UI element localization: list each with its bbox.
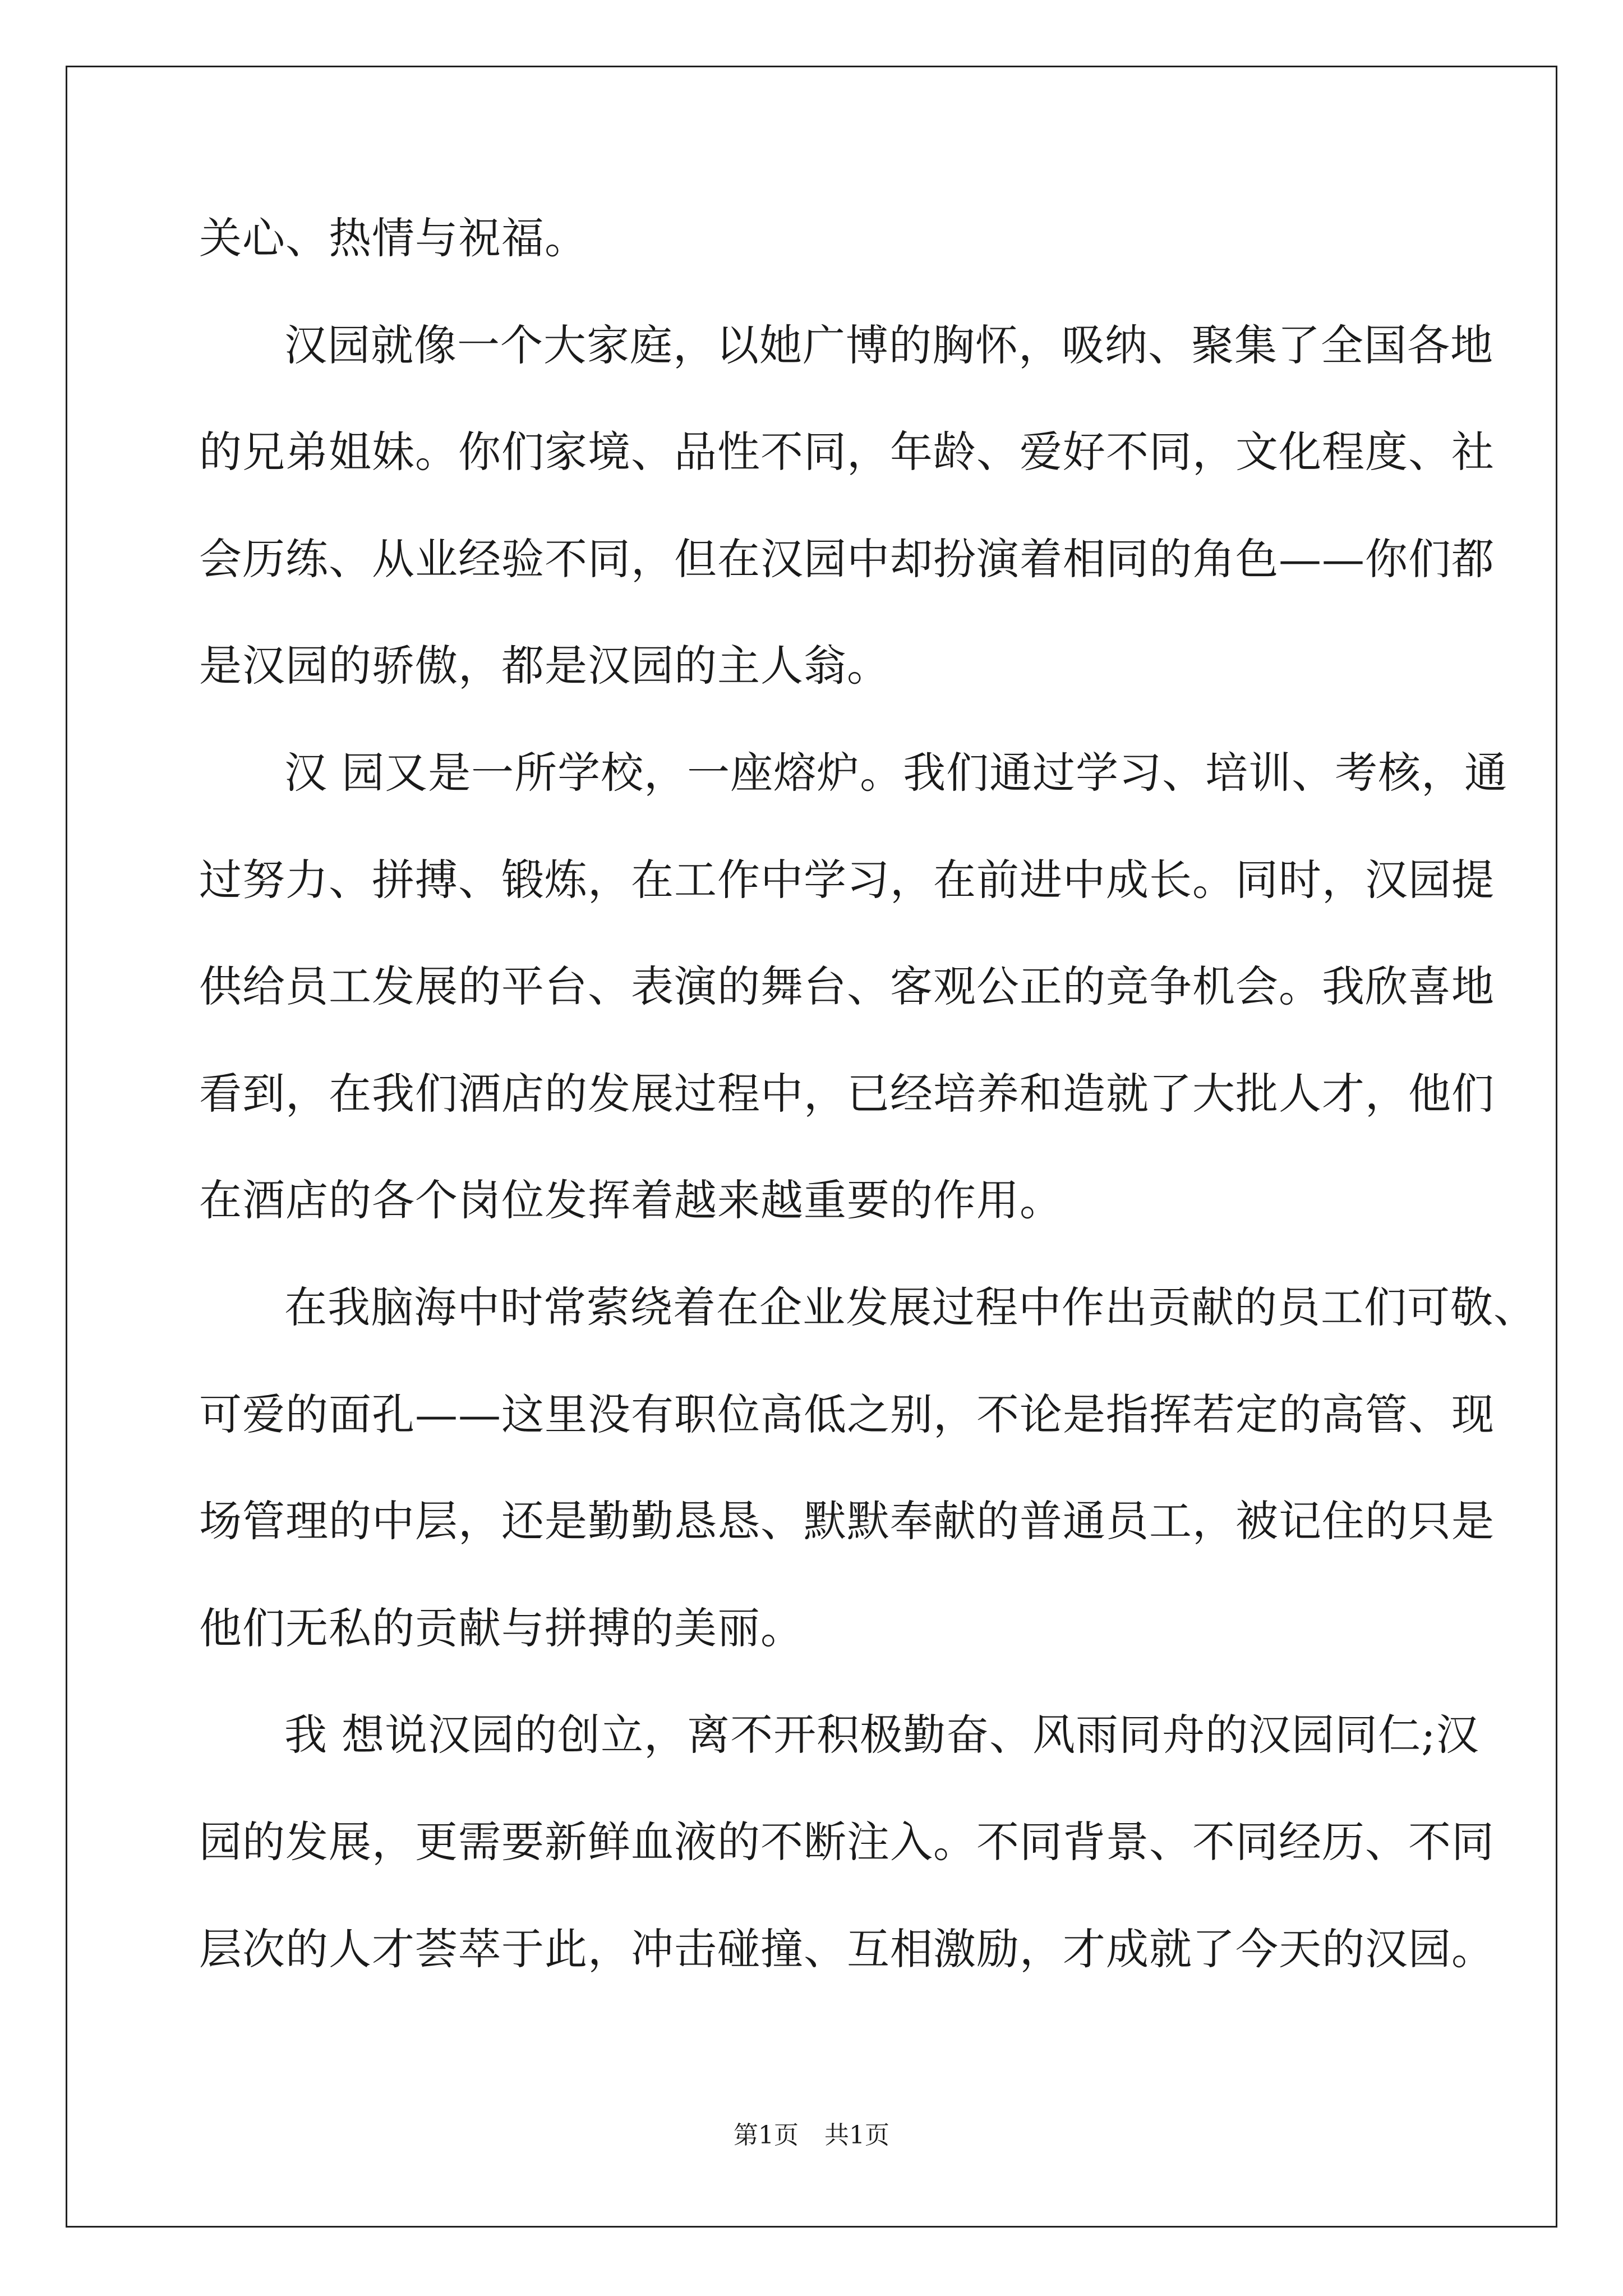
text-line: 供给员工发展的平台、表演的舞台、客观公正的竞争机会。我欣喜地: [199, 961, 1495, 1012]
text-line: 可爱的面孔——这里没有职位高低之别，不论是指挥若定的高管、现: [199, 1389, 1495, 1439]
text-line: 是汉园的骄傲，都是汉园的主人翁。: [199, 641, 890, 691]
text-line: 场管理的中层，还是勤勤恳恳、默默奉献的普通员工，被记住的只是: [199, 1496, 1495, 1547]
page-number: 第1页: [734, 2121, 799, 2150]
text-line: 的兄弟姐妹。你们家境、品性不同，年龄、爱好不同，文化程度、社: [199, 427, 1495, 477]
text-line: 层次的人才荟萃于此，冲击碰撞、互相激励，才成就了今天的汉园。: [199, 1924, 1495, 1974]
page-footer: [0, 2115, 1623, 2151]
text-line: 会历练、从业经验不同，但在汉园中却扮演着相同的角色——你们都: [199, 533, 1495, 584]
text-line: 园的发展，更需要新鲜血液的不断注入。不同背景、不同经历、不同: [199, 1816, 1495, 1867]
text-line: 在我脑海中时常萦绕着在企业发展过程中作出贡献的员工们可敬、: [284, 1282, 1537, 1332]
document-body: [199, 185, 1537, 2003]
text-line: 看到，在我们酒店的发展过程中，已经培养和造就了大批人才，他们: [199, 1068, 1495, 1119]
text-line: 汉 园又是一所学校，一座熔炉。我们通过学习、培训、考核，通: [284, 747, 1508, 798]
text-line: 他们无私的贡献与拼搏的美丽。: [199, 1603, 804, 1653]
page-total: 共1页: [824, 2121, 889, 2150]
text-line: 关心、热情与祝福。: [199, 213, 588, 263]
text-line: 过努力、拼搏、锻炼，在工作中学习，在前进中成长。同时，汉园提: [199, 854, 1495, 905]
text-line: 在酒店的各个岗位发挥着越来越重要的作用。: [199, 1175, 1063, 1226]
text-line: 我 想说汉园的创立，离不开积极勤奋、风雨同舟的汉园同仁;汉: [284, 1710, 1479, 1760]
text-line: 汉园就像一个大家庭，以她广博的胸怀，吸纳、聚集了全国各地: [284, 320, 1493, 370]
